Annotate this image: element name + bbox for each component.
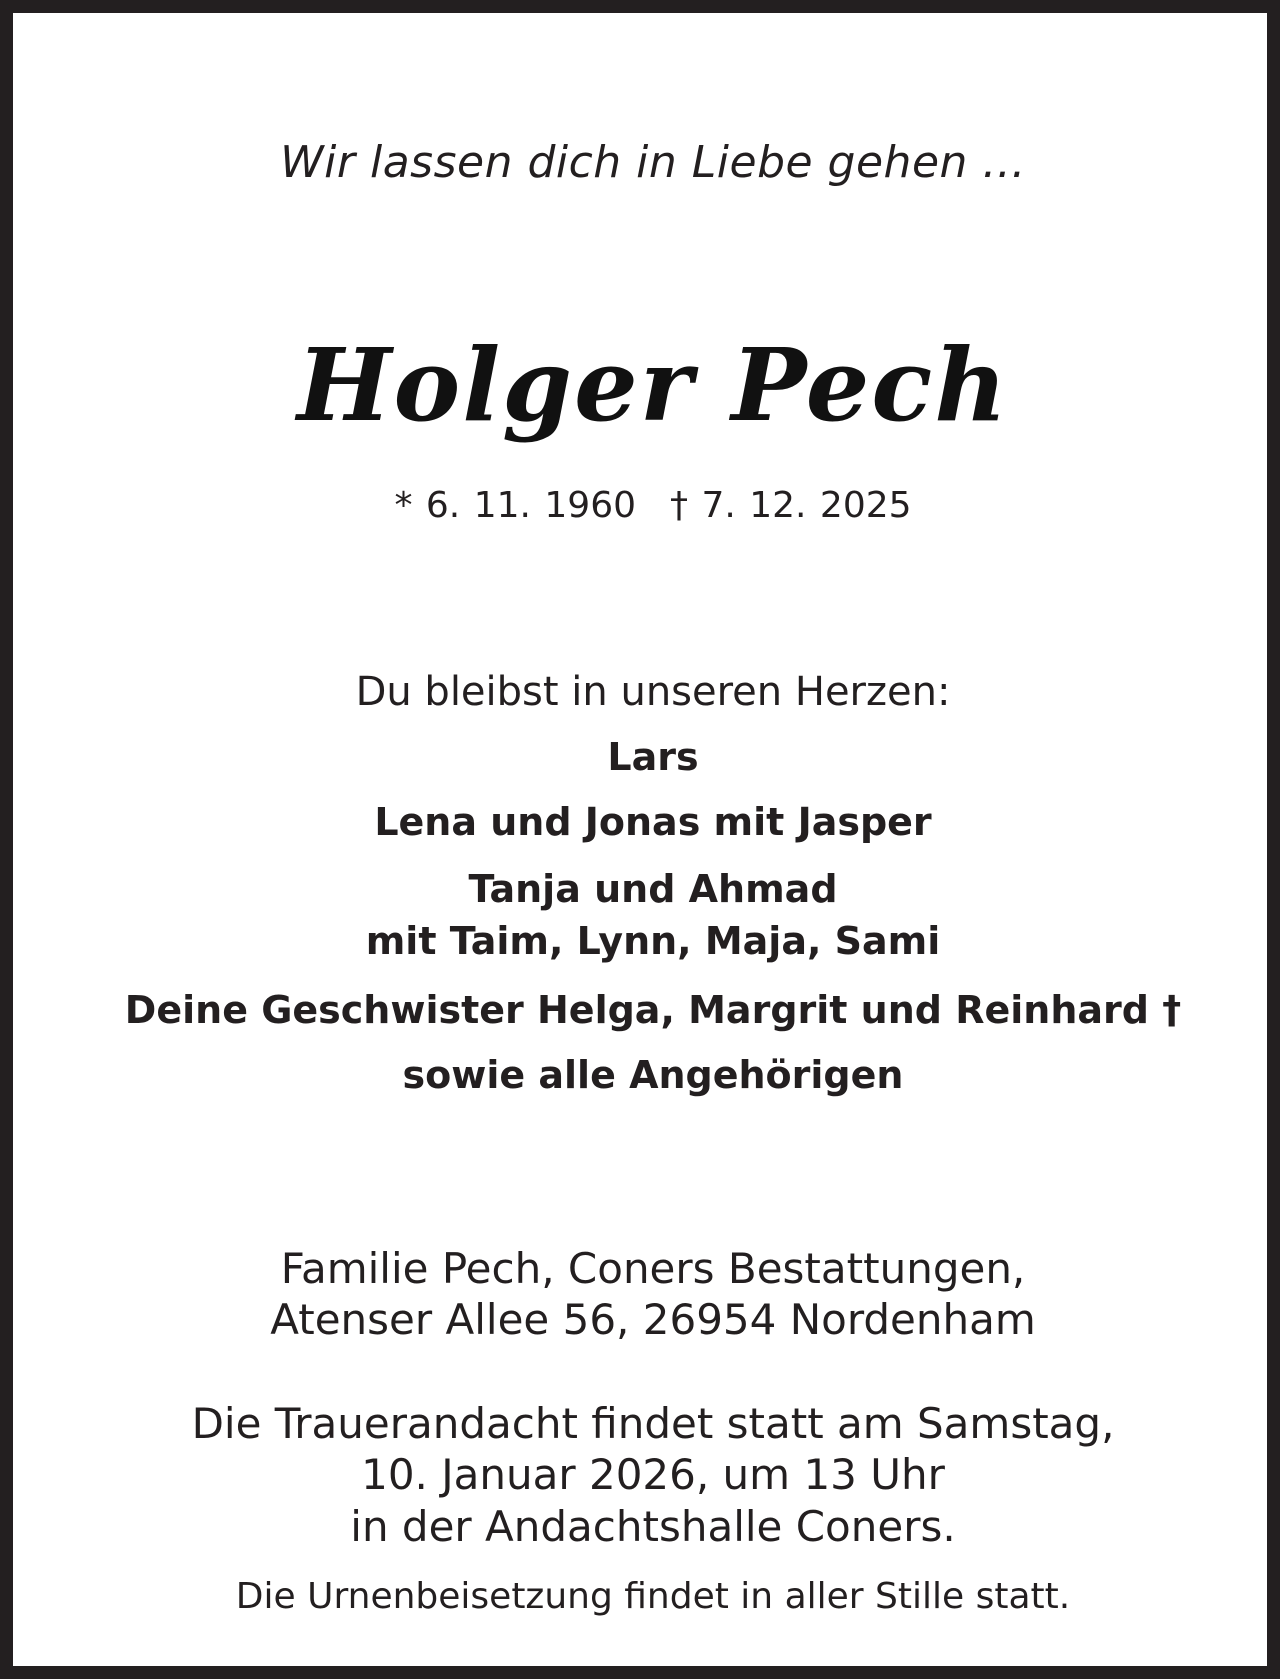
mourner-line: sowie alle Angehörigen <box>402 1053 904 1097</box>
service-line: Die Trauerandacht findet statt am Samstag, <box>191 1399 1115 1448</box>
mourner-line: Lena und Jonas mit Jasper <box>374 800 932 844</box>
mourner-line: Tanja und Ahmad <box>468 867 838 911</box>
address-line: Familie Pech, Coners Bestattungen, <box>280 1244 1026 1293</box>
deceased-name: Holger Pech <box>297 326 1009 444</box>
death-date: † 7. 12. 2025 <box>670 485 912 526</box>
mourners-intro: Du bleibst in unseren Herzen: <box>355 669 951 715</box>
mourner-line: Lars <box>607 735 699 779</box>
life-dates <box>26 483 1280 529</box>
address-line: Atenser Allee 56, 26954 Nordenham <box>270 1295 1036 1344</box>
service-line: 10. Januar 2026, um 13 Uhr <box>361 1450 945 1499</box>
mourner-line: Deine Geschwister Helga, Margrit und Reinhard † <box>124 988 1182 1032</box>
burial-note: Die Urnenbeisetzung findet in aller Stille statt. <box>235 1576 1071 1617</box>
birth-date: * 6. 11. 1960 <box>394 485 636 526</box>
service-line: in der Andachtshalle Coners. <box>350 1502 956 1551</box>
motto: Wir lassen dich in Liebe gehen ... <box>280 137 1026 188</box>
mourner-line: mit Taim, Lynn, Maja, Sami <box>365 919 941 963</box>
